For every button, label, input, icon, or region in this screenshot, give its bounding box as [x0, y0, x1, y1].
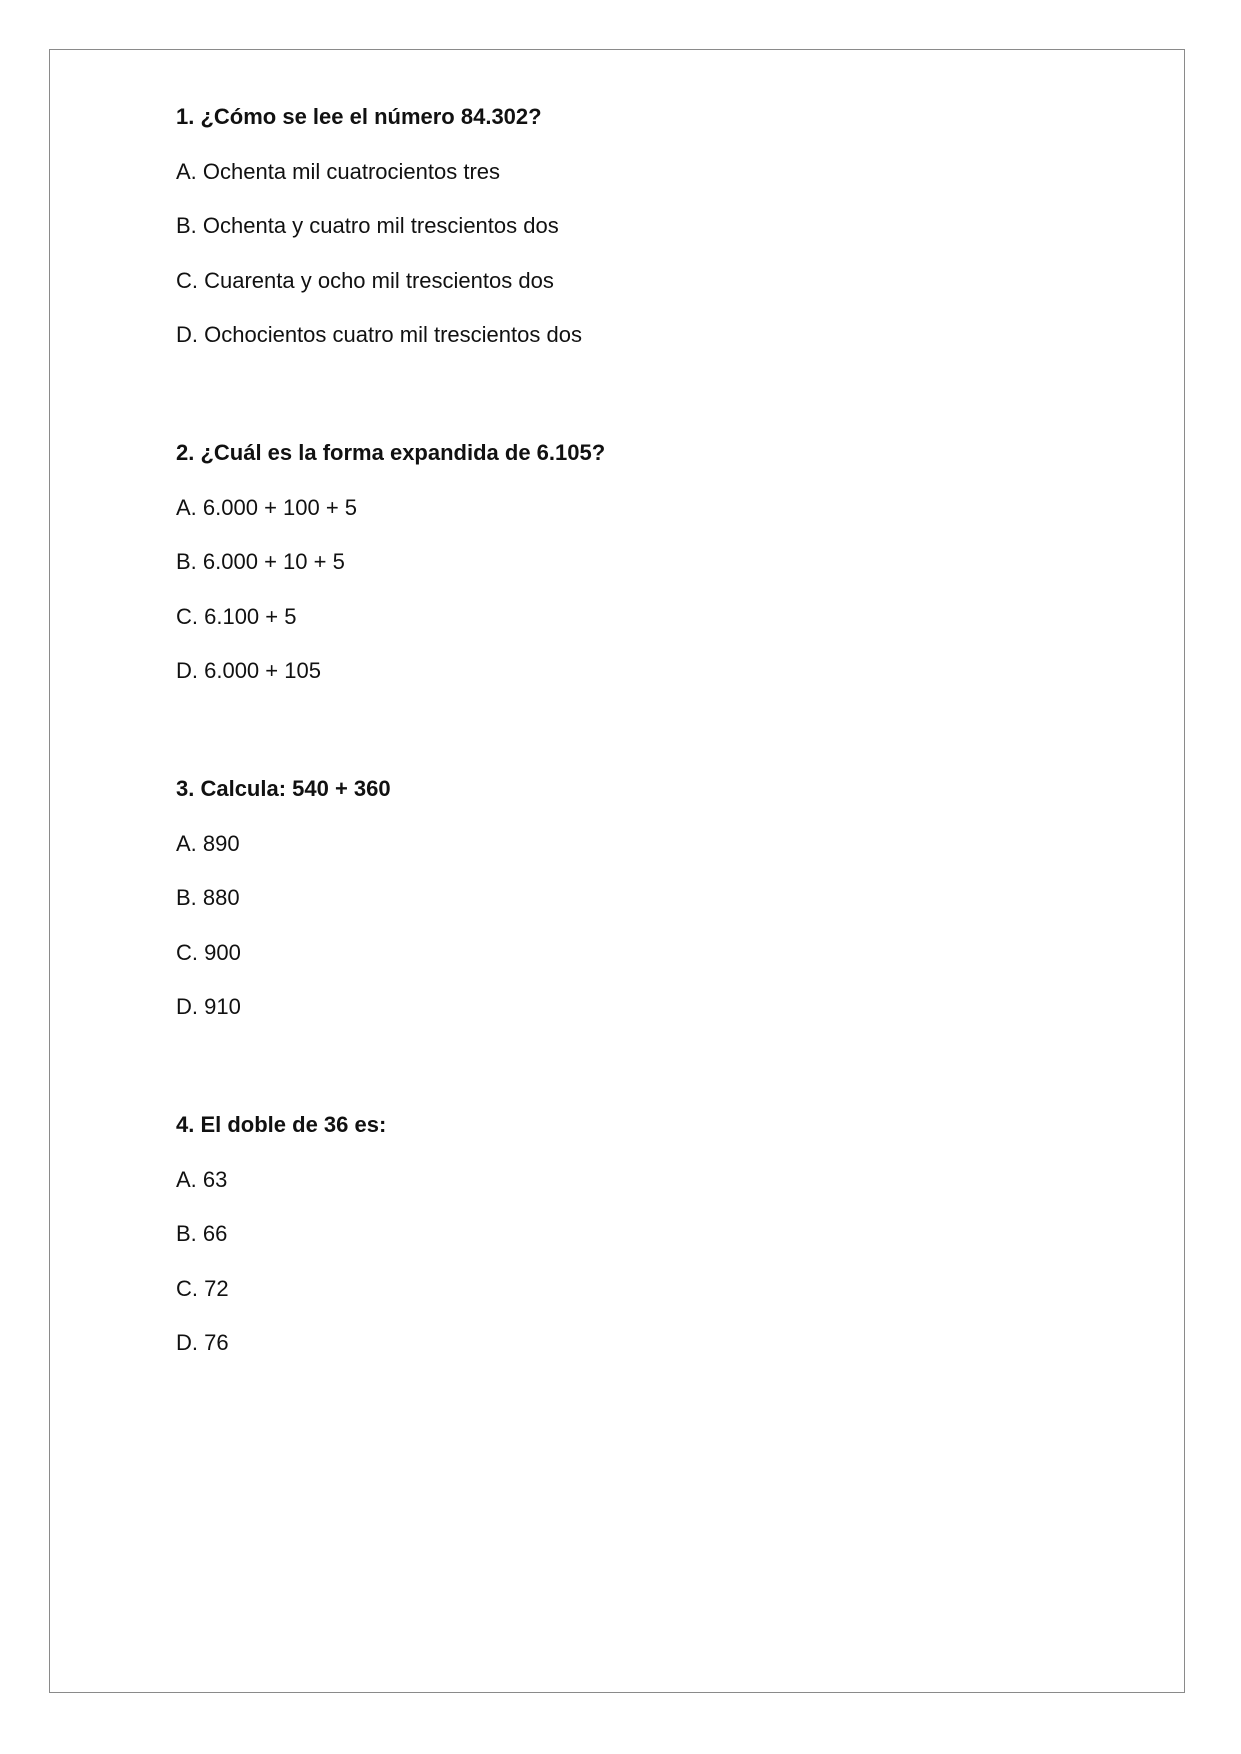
question-title: 3. Calcula: 540 + 360 [176, 776, 391, 801]
option-a: A. 890 [176, 830, 240, 856]
option-d: D. 6.000 + 105 [176, 658, 321, 683]
option-c: C. 6.100 + 5 [176, 603, 297, 629]
option-d: D. Ochocientos cuatro mil trescientos dos [176, 322, 582, 347]
option-d: D. 76 [176, 1330, 229, 1355]
option-b: B. 66 [176, 1221, 228, 1246]
option-a: A. 63 [176, 1166, 228, 1192]
question-title: 2. ¿Cuál es la forma expandida de 6.105? [176, 440, 606, 465]
option-b: B. 880 [176, 885, 240, 910]
option-d: D. 910 [176, 994, 241, 1019]
question-2 [176, 437, 1156, 687]
option-c: C. 900 [176, 939, 241, 965]
option-a: A. Ochenta mil cuatrocientos tres [176, 158, 501, 184]
question-title: 1. ¿Cómo se lee el número 84.302? [176, 104, 542, 129]
question-title: 4. El doble de 36 es: [176, 1112, 387, 1137]
option-c: C. 72 [176, 1275, 229, 1301]
question-4 [176, 1109, 1156, 1359]
question-3 [176, 773, 1156, 1023]
question-1 [176, 101, 1156, 351]
option-b: B. 6.000 + 10 + 5 [176, 549, 345, 574]
quiz-content [176, 101, 1156, 1359]
option-a: A. 6.000 + 100 + 5 [176, 494, 358, 520]
option-b: B. Ochenta y cuatro mil trescientos dos [176, 213, 559, 238]
option-c: C. Cuarenta y ocho mil trescientos dos [176, 267, 554, 293]
